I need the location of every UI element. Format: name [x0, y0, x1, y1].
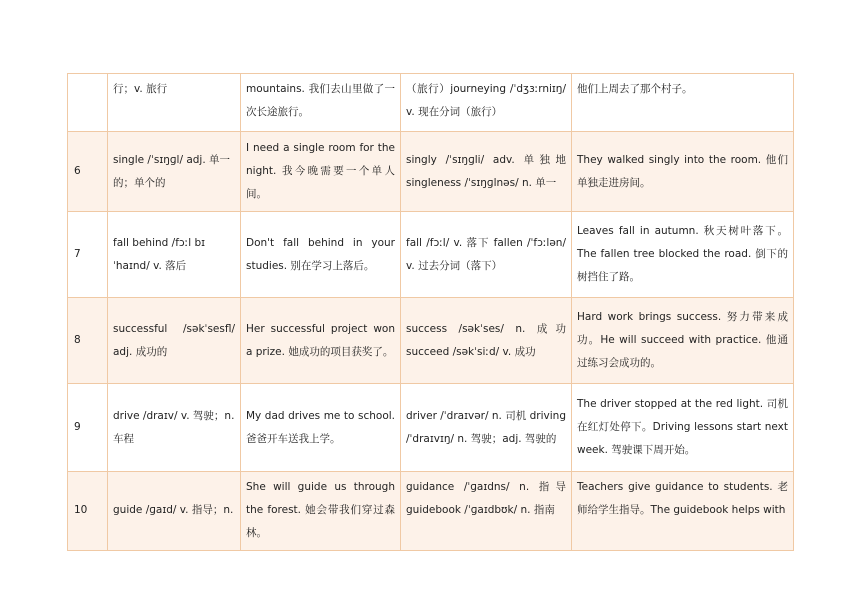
example-cell: I need a single room for the night. 我今晚需要一个单人间。: [241, 132, 401, 212]
table-row: [68, 472, 794, 551]
row-number: 10: [68, 472, 108, 551]
derived-word-cell: driver /ˈdraɪvər/ n. 司机 driving /ˈdraɪvɪŋ/ n. 驾驶；adj. 驾驶的: [401, 384, 572, 472]
word-cell: single /ˈsɪŋɡl/ adj. 单一的；单个的: [108, 132, 241, 212]
example-cell: My dad drives me to school. 爸爸开车送我上学。: [241, 384, 401, 472]
derived-example-cell: The driver stopped at the red light. 司机在红灯处停下。Driving lessons start next week. 驾驶课下周开始。: [572, 384, 794, 472]
word-cell: drive /draɪv/ v. 驾驶；n. 车程: [108, 384, 241, 472]
row-number: [68, 74, 108, 132]
row-number: 7: [68, 212, 108, 298]
derived-word-cell: （旅行）journeying /ˈdʒɜːrniɪŋ/ v. 现在分词（旅行）: [401, 74, 572, 132]
derived-example-cell: Hard work brings success. 努力带来成功。He will succeed with practice. 他通过练习会成功的。: [572, 298, 794, 384]
example-cell: She will guide us through the forest. 她会带我们穿过森林。: [241, 472, 401, 551]
word-cell: successful /səkˈsesfl/ adj. 成功的: [108, 298, 241, 384]
derived-word-cell: success /səkˈses/ n. 成功 succeed /səkˈsiːd/ v. 成功: [401, 298, 572, 384]
derived-example-cell: Teachers give guidance to students. 老师给学生指导。The guidebook helps with: [572, 472, 794, 551]
example-cell: Don't fall behind in your studies. 别在学习上落后。: [241, 212, 401, 298]
word-cell: guide /ɡaɪd/ v. 指导；n.: [108, 472, 241, 551]
derived-example-cell: They walked singly into the room. 他们单独走进房间。: [572, 132, 794, 212]
derived-example-cell: 他们上周去了那个村子。: [572, 74, 794, 132]
row-number: 8: [68, 298, 108, 384]
example-cell: Her successful project won a prize. 她成功的项目获奖了。: [241, 298, 401, 384]
row-number: 6: [68, 132, 108, 212]
derived-word-cell: fall /fɔːl/ v. 落下 fallen /ˈfɔːlən/ v. 过去分词（落下）: [401, 212, 572, 298]
derived-word-cell: singly /ˈsɪŋɡli/ adv. 单独地 singleness /ˈsɪŋɡlnəs/ n. 单一: [401, 132, 572, 212]
derived-word-cell: guidance /ˈɡaɪdns/ n. 指导 guidebook /ˈɡaɪdbʊk/ n. 指南: [401, 472, 572, 551]
table-row: [68, 74, 794, 132]
table-row: [68, 212, 794, 298]
table-row: [68, 384, 794, 472]
example-cell: mountains. 我们去山里做了一次长途旅行。: [241, 74, 401, 132]
word-cell: fall behind /fɔːl bɪˈhaɪnd/ v. 落后: [108, 212, 241, 298]
row-number: 9: [68, 384, 108, 472]
table-row: [68, 298, 794, 384]
word-cell: 行；v. 旅行: [108, 74, 241, 132]
table-row: [68, 132, 794, 212]
vocabulary-table: [67, 73, 794, 551]
derived-example-cell: Leaves fall in autumn. 秋天树叶落下。The fallen tree blocked the road. 倒下的树挡住了路。: [572, 212, 794, 298]
